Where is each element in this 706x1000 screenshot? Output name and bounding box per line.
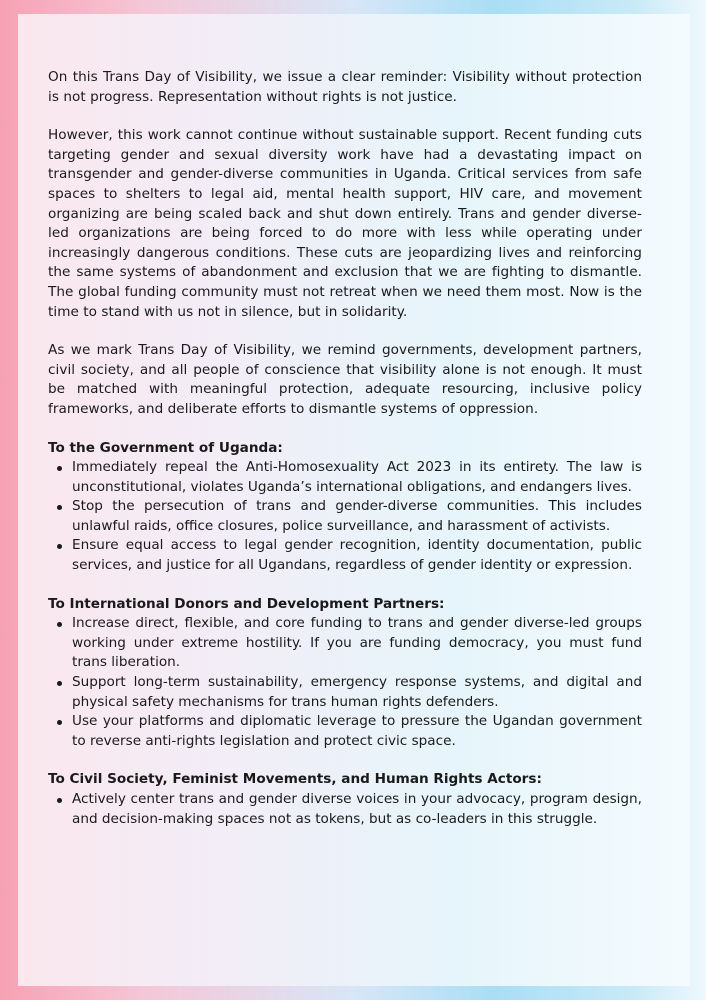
bullet-icon	[57, 466, 62, 471]
section-civil-society	[48, 770, 642, 829]
bullet-icon	[57, 622, 62, 627]
bullet-list	[48, 790, 642, 829]
list-item	[48, 497, 642, 536]
list-item-text: Immediately repeal the Anti-Homosexuality Act 2023 in its entirety. The law is unconstitutional, violates Uganda’s international obligations, and endangers lives.	[72, 459, 642, 495]
section-heading: To the Government of Uganda:	[48, 439, 283, 456]
list-item-text: Use your platforms and diplomatic leverage to pressure the Ugandan government to reverse anti-rights legislation and protect civic space.	[72, 713, 642, 749]
list-item	[48, 673, 642, 712]
list-item-text: Stop the persecution of trans and gender-diverse communities. This includes unlawful raids, office closures, police surveillance, and harassment of activists.	[72, 498, 642, 534]
list-item	[48, 458, 642, 497]
funding-paragraph: However, this work cannot continue without sustainable support. Recent funding cuts targeting gender and sexual diversity work have had a devastating impact on transgender and gender-diverse communities in Uganda. Critical services from safe spaces to shelters to legal aid, mental health support, HIV care, and movement organizing are being scaled back and shut down entirely. Trans and gender diverse-led organizations are being forced to do more with less while operating under increasingly dangerous conditions. These cuts are jeopardizing lives and reinforcing the same systems of abandonment and exclusion that we are fighting to dismantle. The global funding community must not retreat when we need them most. Now is the time to stand with us not in silence, but in solidarity.	[48, 127, 642, 320]
section-heading: To International Donors and Development Partners:	[48, 595, 445, 612]
list-item-text: Actively center trans and gender diverse voices in your advocacy, program design, and decision-making spaces not as tokens, but as co-leaders in this struggle.	[72, 791, 642, 827]
section-government	[48, 439, 642, 576]
bullet-list	[48, 614, 642, 751]
bullet-icon	[57, 544, 62, 549]
list-item	[48, 790, 642, 829]
list-item-text: Ensure equal access to legal gender recognition, identity documentation, public services, and justice for all Ugandans, regardless of gender identity or expression.	[72, 537, 642, 574]
list-item	[48, 712, 642, 751]
bullet-icon	[57, 798, 62, 803]
section-heading: To Civil Society, Feminist Movements, and Human Rights Actors:	[48, 771, 542, 788]
bullet-icon	[57, 720, 62, 725]
bullet-icon	[57, 681, 62, 686]
list-item	[48, 536, 642, 575]
bullet-icon	[57, 505, 62, 510]
list-item-text: Support long-term sustainability, emergency response systems, and digital and physical safety mechanisms for trans human rights defenders.	[72, 674, 642, 710]
intro-paragraph: On this Trans Day of Visibility, we issue a clear reminder: Visibility without protection is not progress. Representation without rights is not justice.	[48, 69, 642, 105]
list-item-text: Increase direct, flexible, and core funding to trans and gender diverse-led groups working under extreme hostility. If you are funding democracy, you must fund trans liberation.	[72, 615, 642, 671]
visibility-paragraph: As we mark Trans Day of Visibility, we remind governments, development partners, civil society, and all people of conscience that visibility alone is not enough. It must be matched with meaningful protection, adequate resourcing, inclusive policy frameworks, and deliberate efforts to dismantle systems of oppression.	[48, 342, 642, 417]
bullet-list	[48, 458, 642, 576]
section-donors	[48, 595, 642, 752]
document-page	[18, 14, 690, 986]
list-item	[48, 614, 642, 673]
